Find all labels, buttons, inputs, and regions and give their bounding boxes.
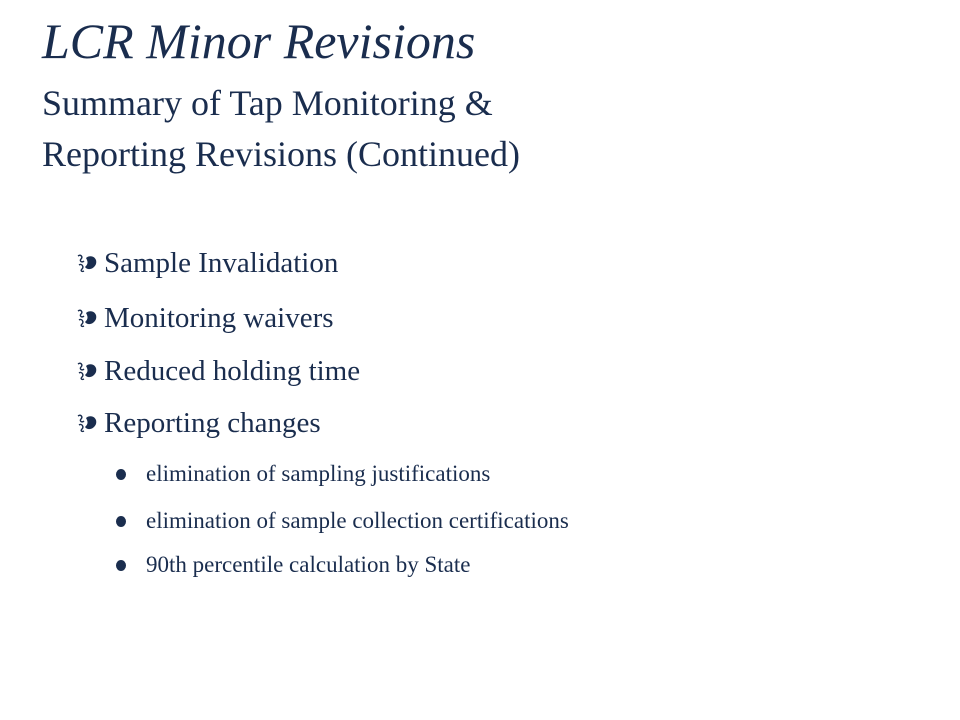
subtitle-line-1: Summary of Tap Monitoring &: [42, 83, 493, 123]
bullet-text: Sample Invalidation: [104, 246, 339, 279]
sub-bullet-text: 90th percentile calculation by State: [146, 552, 471, 577]
sub-bullet-text: elimination of sample collection certifications: [146, 508, 569, 533]
sub-bullet-item: [116, 506, 569, 536]
bullet-text: Reduced holding time: [104, 354, 361, 387]
slide-title: LCR Minor Revisions: [42, 13, 476, 69]
bullet-item: [76, 351, 360, 391]
floral-heart-icon: [76, 306, 100, 330]
floral-heart-icon: [76, 251, 100, 275]
floral-heart-icon: [76, 359, 100, 383]
dot-icon: [116, 516, 126, 527]
bullet-item: [76, 403, 321, 443]
sub-bullet-item: [116, 550, 470, 580]
bullet-text: Monitoring waivers: [104, 301, 334, 334]
subtitle-line-2: Reporting Revisions (Continued): [42, 134, 520, 174]
dot-icon: [116, 560, 126, 571]
sub-bullet-item: [116, 459, 490, 489]
slide-subtitle: [42, 78, 520, 180]
dot-icon: [116, 469, 126, 480]
bullet-text: Reporting changes: [104, 406, 321, 439]
bullet-item: [76, 243, 338, 283]
bullet-item: [76, 298, 334, 338]
sub-bullet-text: elimination of sampling justifications: [146, 461, 491, 486]
floral-heart-icon: [76, 411, 100, 435]
